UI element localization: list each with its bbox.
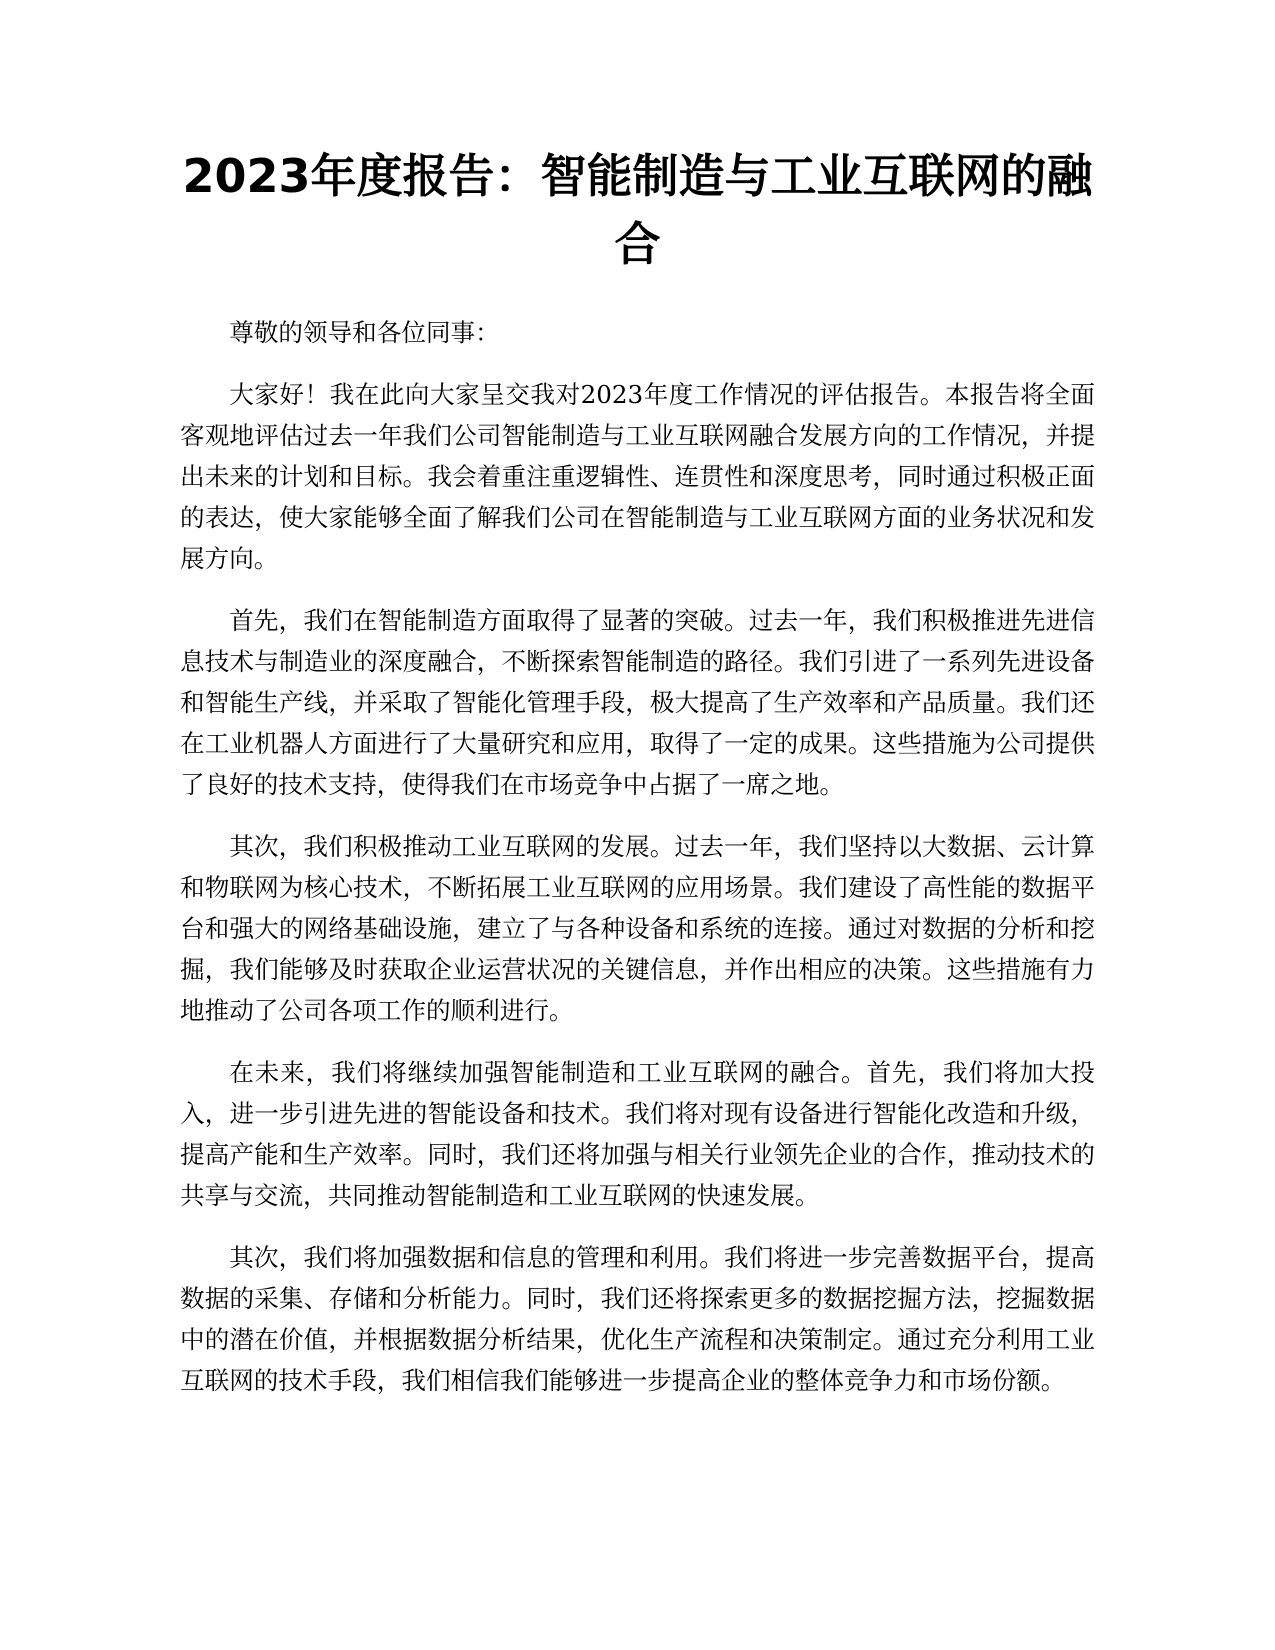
body-paragraph-5: 其次，我们将加强数据和信息的管理和利用。我们将进一步完善数据平台，提高数据的采集、存储和分析能力。同时，我们还将探索更多的数据挖掘方法，挖掘数据中的潜在价值，并根据数据分析结果，优化生产流程和决策制定。通过充分利用工业互联网的技术手段，我们相信我们能够进一步提高企业的整体竞争力和市场份额。 (180, 1243, 1095, 1395)
body-paragraph-3: 其次，我们积极推动工业互联网的发展。过去一年，我们坚持以大数据、云计算和物联网为核心技术，不断拓展工业互联网的应用场景。我们建设了高性能的数据平台和强大的网络基础设施，建立了与各种设备和系统的连接。通过对数据的分析和挖掘，我们能够及时获取企业运营状况的关键信息，并作出相应的决策。这些措施有力地推动了公司各项工作的顺利进行。 (180, 832, 1095, 1025)
body-paragraph-1: 大家好！我在此向大家呈交我对2023年度工作情况的评估报告。本报告将全面客观地评估过去一年我们公司智能制造与工业互联网融合发展方向的工作情况，并提出未来的计划和目标。我会着重注重逻辑性、连贯性和深度思考，同时通过积极正面的表达，使大家能够全面了解我们公司在智能制造与工业互联网方面的业务状况和发展方向。 (180, 380, 1095, 573)
body-paragraph-2: 首先，我们在智能制造方面取得了显著的突破。过去一年，我们积极推进先进信息技术与制造业的深度融合，不断探索智能制造的路径。我们引进了一系列先进设备和智能生产线，并采取了智能化管理手段，极大提高了生产效率和产品质量。我们还在工业机器人方面进行了大量研究和应用，取得了一定的成果。这些措施为公司提供了良好的技术支持，使得我们在市场竞争中占据了一席之地。 (180, 606, 1095, 799)
document-body (180, 312, 1095, 1422)
salutation: 尊敬的领导和各位同事： (229, 318, 500, 347)
body-paragraph-4: 在未来，我们将继续加强智能制造和工业互联网的融合。首先，我们将加大投入，进一步引进先进的智能设备和技术。我们将对现有设备进行智能化改造和升级，提高产能和生产效率。同时，我们还将加强与相关行业领先企业的合作，推动技术的共享与交流，共同推动智能制造和工业互联网的快速发展。 (180, 1058, 1095, 1210)
document-title: 2023年度报告：智能制造与工业互联网的融合 (182, 149, 1093, 271)
